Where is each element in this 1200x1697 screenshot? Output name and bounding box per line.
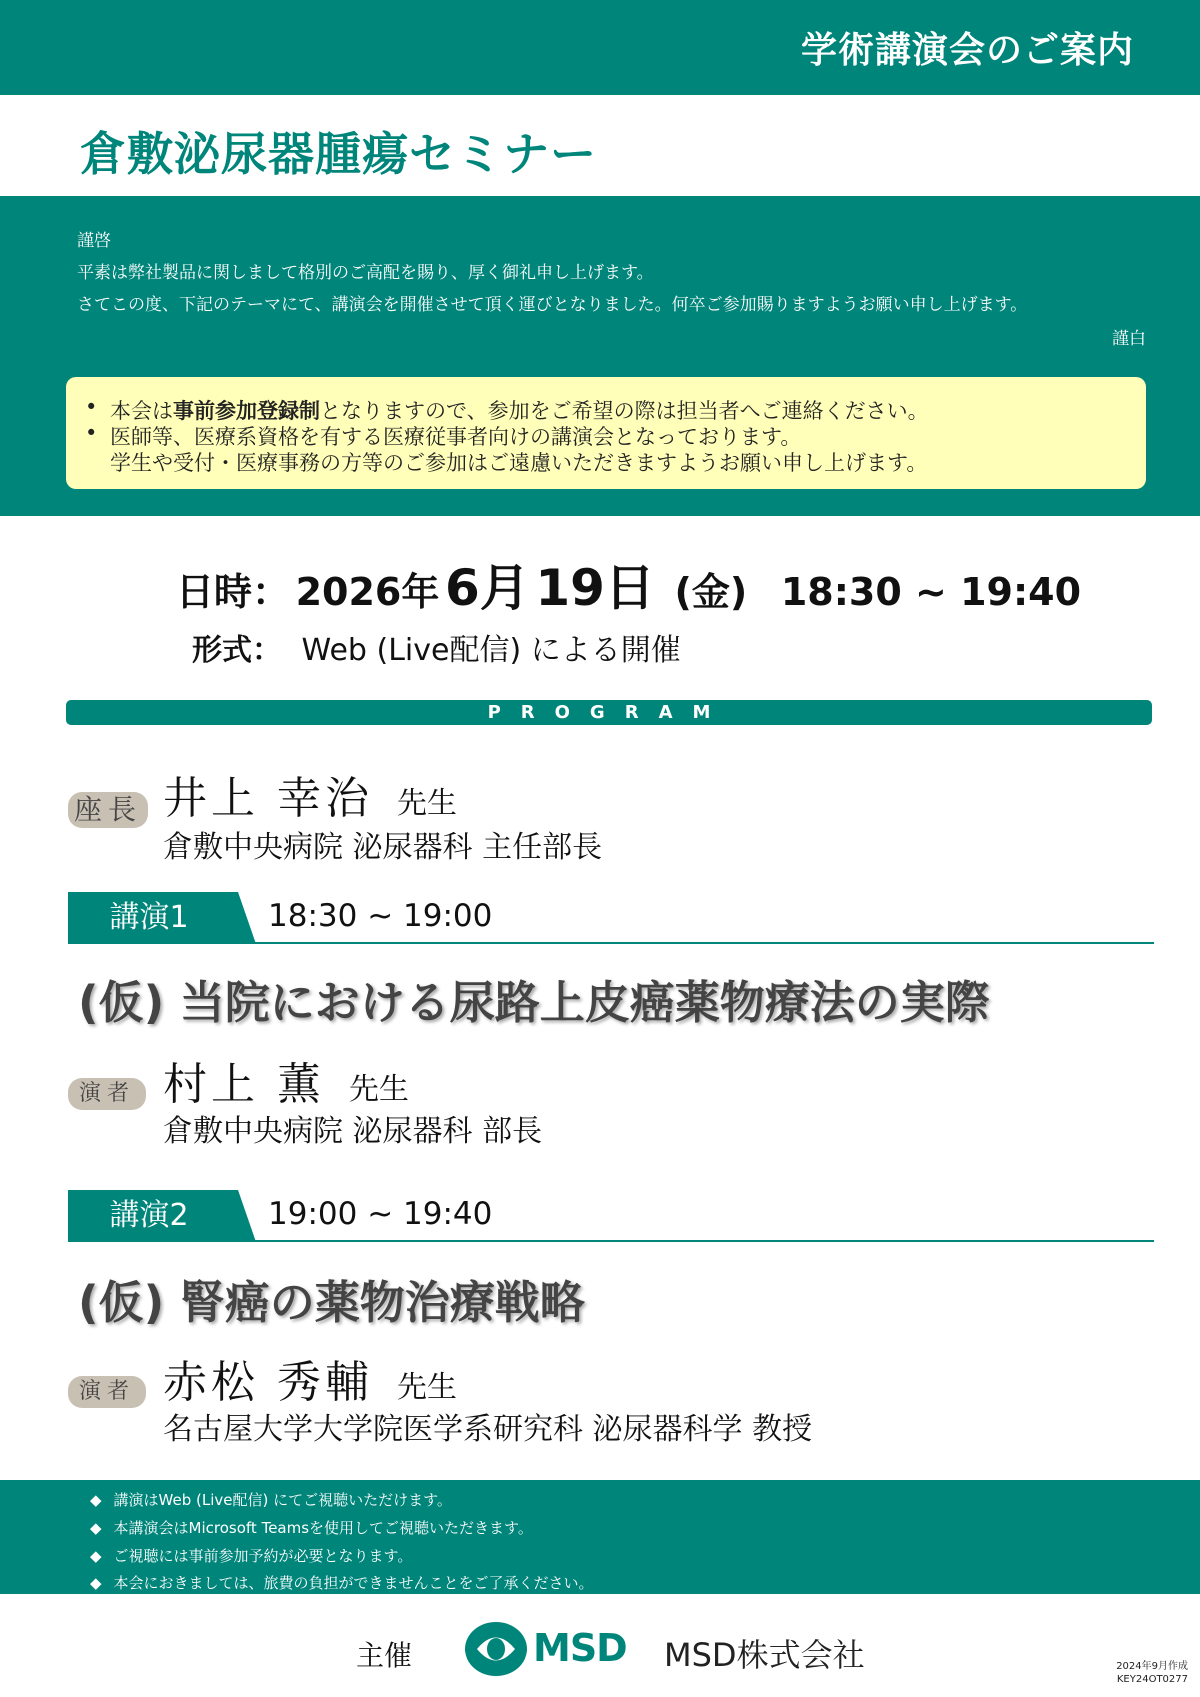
diamond-icon: ◆ xyxy=(90,1574,102,1592)
greeting-line-1: 平素は弊社製品に関しまして格別のご高配を賜り、厚く御礼申し上げます。 xyxy=(77,263,654,283)
notice-line-1: • 本会は事前参加登録制となりますので、参加をご希望の際は担当者へご連絡ください。 xyxy=(85,395,929,423)
lecture-1-label: 講演1 xyxy=(68,892,230,944)
speaker-1-affiliation: 倉敷中央病院 泌尿器科 部長 xyxy=(163,1114,543,1149)
organizer-label: 主催 xyxy=(356,1639,413,1672)
lecture-1-tab xyxy=(68,892,300,944)
greeting-opening: 謹啓 xyxy=(77,231,111,251)
lecture-2-time: 19:00 ~ 19:40 xyxy=(268,1196,493,1232)
chair-name: 井上 幸治 先生 xyxy=(163,773,457,824)
bullet-icon: • xyxy=(85,395,98,419)
msd-logo-icon xyxy=(463,1620,529,1678)
date-time: 18:30 ~ 19:40 xyxy=(780,570,1082,614)
document-code: KEY24OT0277 xyxy=(1116,1674,1188,1685)
chair-honor: 先生 xyxy=(397,786,457,821)
lecture-2-rule xyxy=(232,1240,1154,1242)
speaker-1-honor: 先生 xyxy=(349,1072,409,1107)
speaker-2-honor: 先生 xyxy=(397,1370,457,1405)
footer-note-2: ◆ 本講演会はMicrosoft Teamsを使用してご視聴いただきます。 xyxy=(90,1519,533,1537)
lecture-2-title: (仮) 腎癌の薬物治療戦略 xyxy=(78,1276,585,1329)
header-tag: 学術講演会のご案内 xyxy=(800,30,1134,71)
date-weekday: (金) xyxy=(674,570,748,614)
date-year: 2026年 xyxy=(295,570,440,614)
lecture-2-tab xyxy=(68,1190,300,1242)
diamond-icon: ◆ xyxy=(90,1547,102,1565)
diamond-icon: ◆ xyxy=(90,1519,102,1537)
page-title: 倉敷泌尿器腫瘍セミナー xyxy=(80,127,597,181)
notice-box xyxy=(66,377,1146,489)
event-format xyxy=(192,625,681,669)
notice-line-3: 学生や受付・医療事務の方等のご参加はご遠慮いただきますようお願い申し上げます。 xyxy=(110,451,928,475)
date-day: 19日 xyxy=(535,559,655,617)
footer-note-4: ◆ 本会におきましては、旅費の負担ができませんことをご了承ください。 xyxy=(90,1574,594,1592)
chair-affiliation: 倉敷中央病院 泌尿器科 主任部長 xyxy=(163,830,603,865)
date-month: 6月 xyxy=(444,559,530,617)
event-date xyxy=(176,548,1081,620)
diamond-icon: ◆ xyxy=(90,1491,102,1509)
company-name: MSD株式会社 xyxy=(664,1636,865,1674)
lecture-1-time: 18:30 ~ 19:00 xyxy=(268,898,493,934)
program-bar: PROGRAM xyxy=(66,700,1152,725)
notice-line-2: • 医師等、医療系資格を有する医療従事者向けの講演会となっております。 xyxy=(85,421,802,449)
bullet-icon: • xyxy=(85,421,98,445)
lecture-1-title: (仮) 当院における尿路上皮癌薬物療法の実際 xyxy=(78,976,990,1029)
footer-notes-band xyxy=(0,1480,1200,1594)
chair-badge: 座長 xyxy=(68,792,148,828)
lecture-2-label: 講演2 xyxy=(68,1190,230,1242)
speaker-1-badge: 演者 xyxy=(68,1078,146,1110)
format-label: 形式： xyxy=(192,633,282,668)
lecture-1-rule xyxy=(232,942,1154,944)
document-date: 2024年9月作成 xyxy=(1116,1661,1188,1672)
speaker-2-badge: 演者 xyxy=(68,1376,146,1408)
speaker-1-name: 村上 薫 先生 xyxy=(163,1059,409,1110)
msd-logo-text: MSD xyxy=(533,1626,627,1670)
greeting-line-2: さてこの度、下記のテーマにて、講演会を開催させて頂く運びとなりました。何卒ご参加賜りますようお願い申し上げます。 xyxy=(77,295,1028,315)
footer-note-3: ◆ ご視聴には事前参加予約が必要となります。 xyxy=(90,1547,413,1565)
format-value: Web (Live配信) による開催 xyxy=(301,633,681,668)
date-label: 日時： xyxy=(176,570,291,614)
speaker-2-affiliation: 名古屋大学大学院医学系研究科 泌尿器科学 教授 xyxy=(163,1412,813,1447)
greeting-closing: 謹白 xyxy=(1112,329,1146,349)
speaker-2-name: 赤松 秀輔 先生 xyxy=(163,1357,457,1408)
notice-emphasis: 事前参加登録制 xyxy=(173,399,320,423)
footer-note-1: ◆ 講演はWeb (Live配信) にてご視聴いただけます。 xyxy=(90,1491,452,1509)
